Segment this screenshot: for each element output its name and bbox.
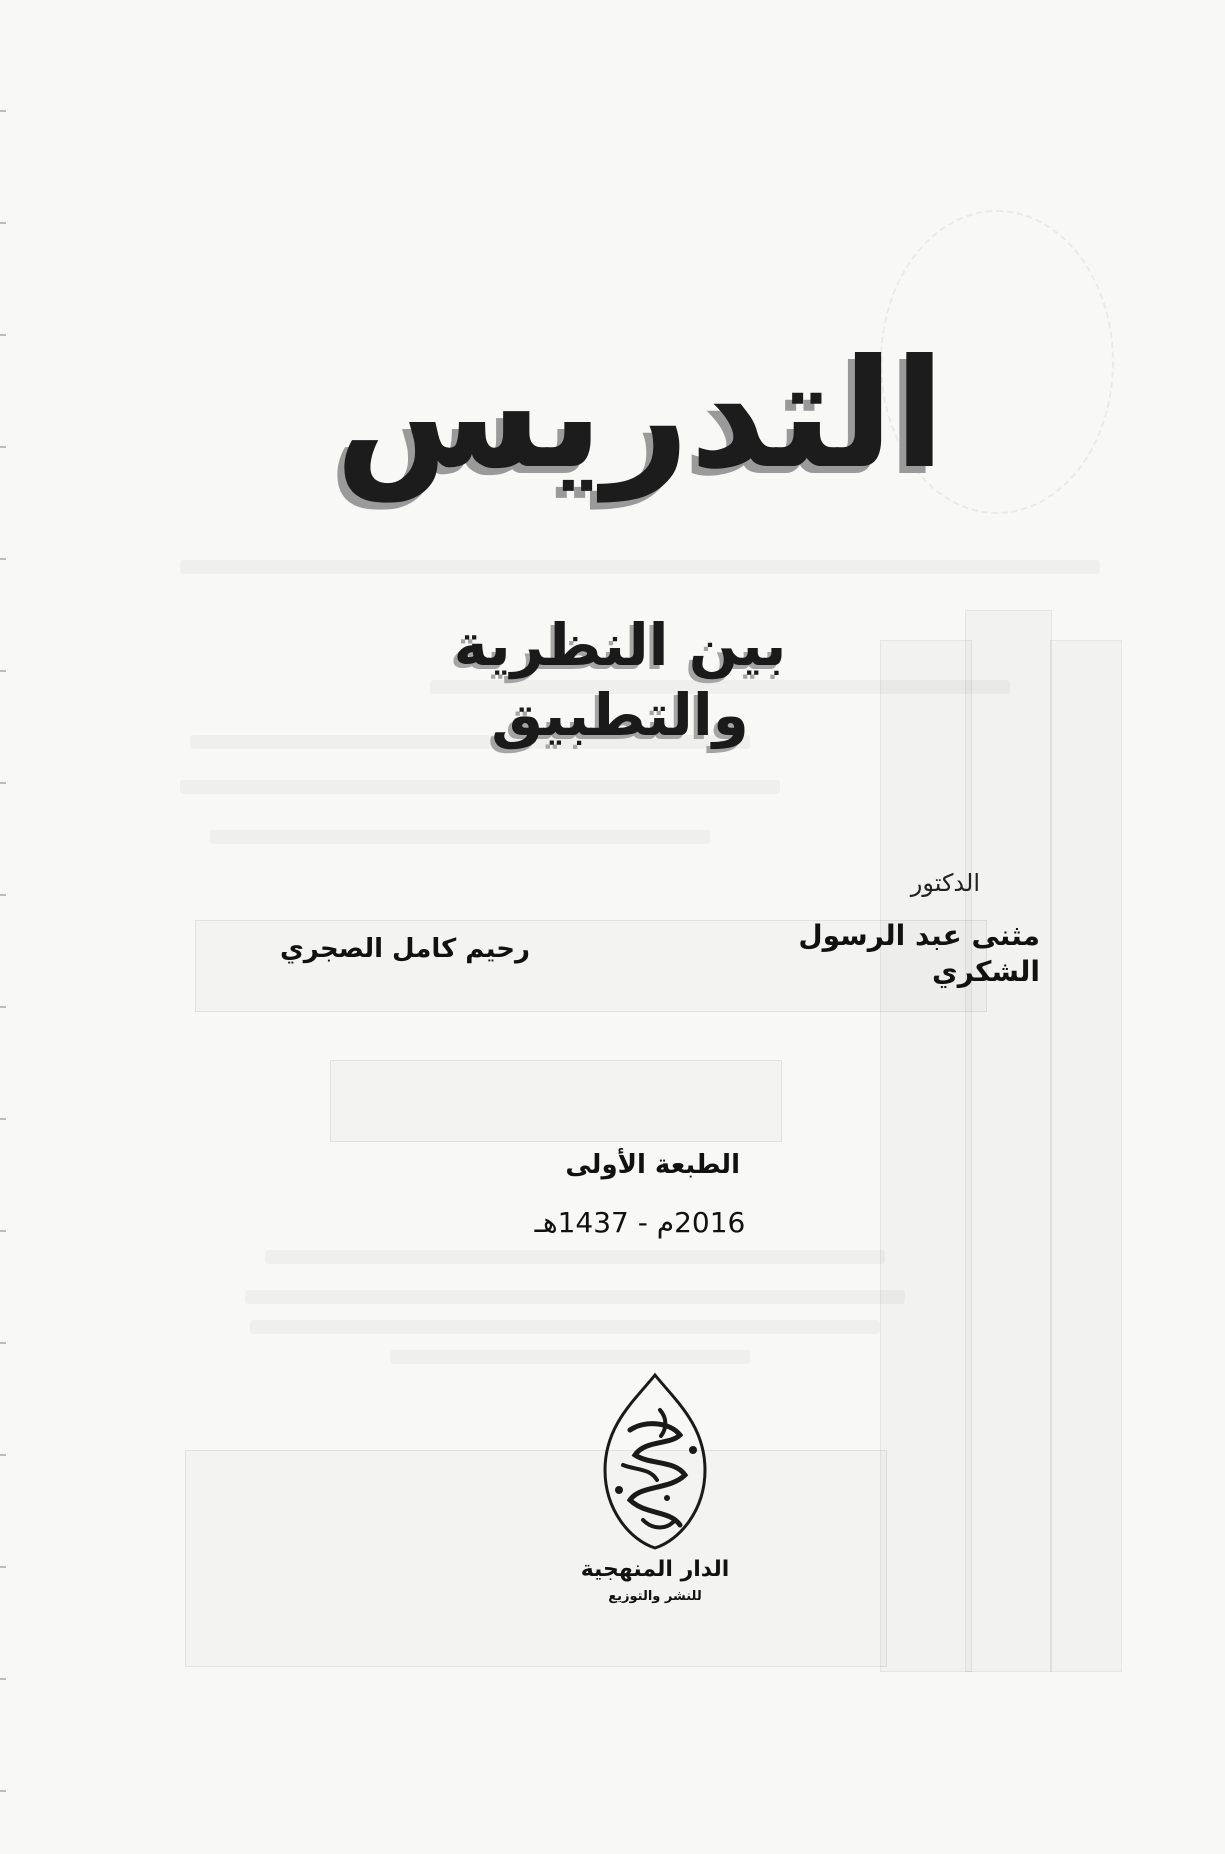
bleed-through-line <box>180 560 1100 574</box>
bleed-through-line <box>390 1350 750 1364</box>
bleed-through-bar <box>1050 640 1122 1672</box>
bleed-through-bar <box>880 640 972 1672</box>
publisher-tagline: للنشر والتوزيع <box>608 1589 702 1604</box>
page-edge-marks <box>0 0 6 1854</box>
publication-date: 2016م - 1437هـ <box>534 1206 746 1239</box>
publisher-name: الدار المنهجية <box>580 1557 730 1582</box>
bleed-through-line <box>210 830 710 844</box>
publisher-logo-icon <box>575 1370 735 1555</box>
edition-label: الطبعة الأولى <box>565 1150 740 1180</box>
bleed-through-line <box>250 1320 880 1334</box>
bleed-through-line <box>180 780 780 794</box>
bleed-through-box <box>330 1060 782 1142</box>
author-name: رحيم كامل الصجري <box>279 934 530 964</box>
bleed-through-line <box>245 1290 905 1304</box>
bleed-through-line <box>265 1250 885 1264</box>
bleed-through-bar <box>965 610 1052 1672</box>
book-title: التدريس <box>334 328 946 502</box>
bleed-through-box <box>185 1450 887 1667</box>
author-name: مثنى عبد الرسول الشكري <box>798 919 1040 988</box>
book-subtitle: بين النظرية والتطبيق <box>453 611 787 749</box>
author-role: الدكتور <box>910 869 980 897</box>
